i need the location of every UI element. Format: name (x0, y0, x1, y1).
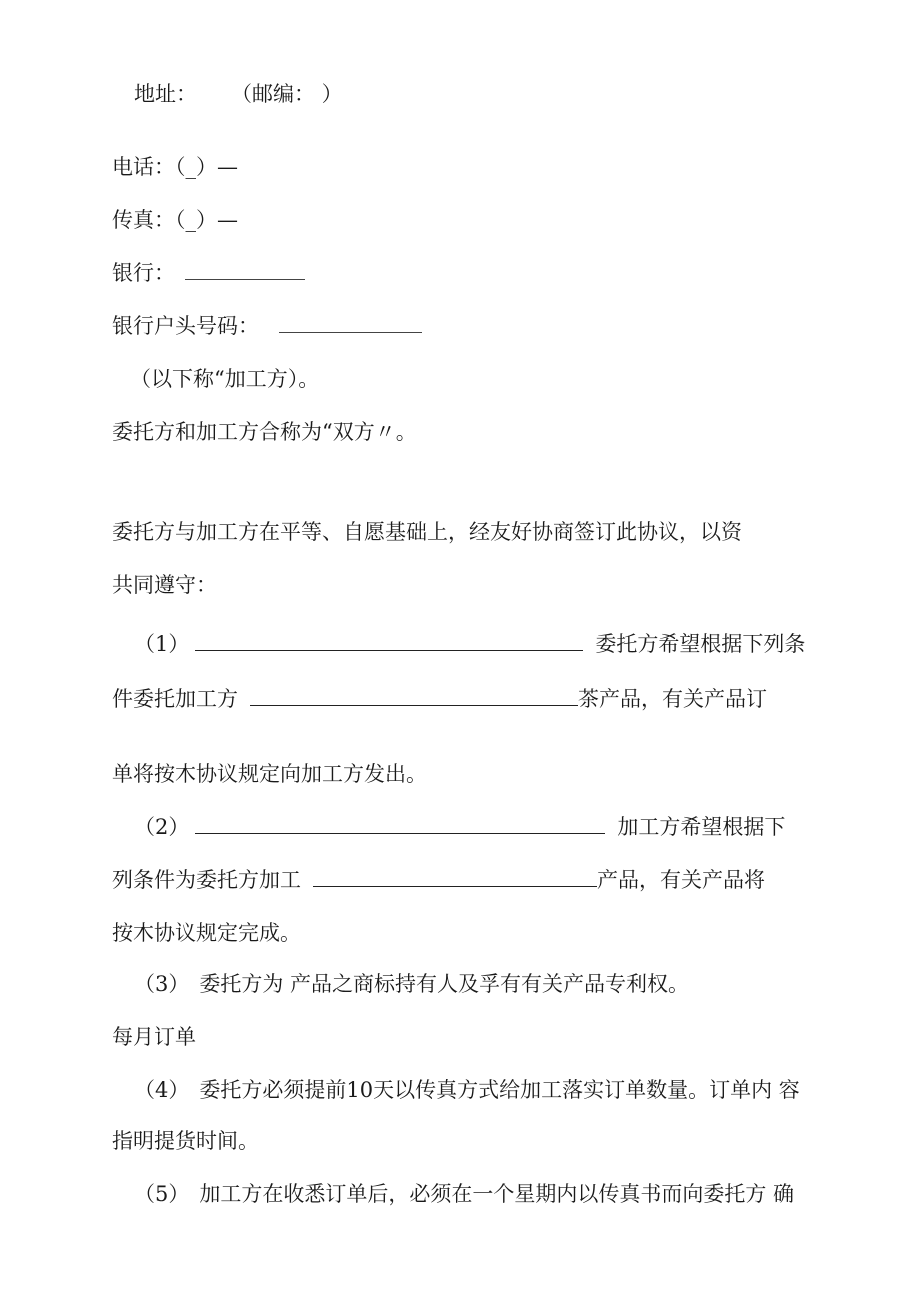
fax-label: 传真： (112, 208, 175, 232)
fax-line (112, 206, 238, 234)
address-line (134, 80, 343, 108)
clause-3-num: （3） (134, 972, 190, 996)
bank-account-blank (279, 312, 422, 333)
clause-1-line2-head: 件委托加工方 (112, 687, 238, 711)
bank-label: 银行： (112, 261, 175, 285)
phone-line (112, 153, 238, 181)
clause-2-line1 (134, 813, 785, 841)
address-label: 地址： (134, 82, 197, 106)
clause-2-line2-head: 列条件为委托方加工 (112, 868, 301, 892)
clause-4-text: 委托方必须提前10天以传真方式给加工落实订单数量。订单内 容 (199, 1078, 800, 1102)
clause-5-text: 加工方在收悉订单后，必须在一个星期内以传真书而向委托方 确 (199, 1182, 795, 1206)
phone-label: 电话： (112, 155, 175, 179)
clause-1-line3: 单将按木协议规定向加工方发出。 (112, 762, 427, 786)
clause-2-num: （2） (134, 815, 190, 839)
bank-blank (185, 259, 305, 280)
phone-value: （_）— (175, 155, 238, 179)
clause-1-line2 (112, 685, 767, 713)
clause-5-line1 (134, 1180, 794, 1208)
preamble-line1: 委托方与加工方在平等、自愿基础上，经友好协商签订此协议，以资 (112, 520, 742, 544)
clause-5-num: （5） (134, 1182, 190, 1206)
preamble-line2: 共同遵守： (112, 573, 217, 597)
clause-4-num: （4） (134, 1078, 190, 1102)
clause-1-line1 (134, 630, 805, 658)
bank-line (112, 259, 305, 287)
clause-2-line2-tail: 产品，有关产品将 (597, 868, 765, 892)
clause-2-product-blank (313, 866, 597, 887)
clause-2-line3: 按木协议规定完成。 (112, 921, 301, 945)
clause-1-line2-tail: 茶产品，有关产品订 (578, 687, 767, 711)
party-alias: （以下称“加工方）。 (130, 367, 320, 391)
clause-1-product-blank (250, 685, 578, 706)
clause-3-line (134, 970, 689, 998)
clause-3-text: 委托方为 产品之商标持有人及孚有有关产品专利权。 (199, 972, 690, 996)
clause-1-num: （1） (134, 632, 190, 656)
address-postcode: （邮编： ） (231, 82, 343, 106)
both-parties: 委托方和加工方合称为“双方〃。 (112, 420, 417, 444)
clause-4-line2: 指明提货时间。 (112, 1129, 259, 1153)
clause-2-blank (195, 813, 605, 834)
clause-1-tail: 委托方希望根据下列条 (595, 632, 806, 656)
bank-account-label: 银行户头号码： (112, 314, 259, 338)
clause-1-blank (195, 630, 583, 651)
clause-2-tail: 加工方希望根据下 (617, 815, 786, 839)
bank-account-line (112, 312, 422, 340)
section-title-monthly-orders: 每月订单 (112, 1025, 196, 1049)
clause-4-line1 (134, 1076, 800, 1104)
fax-value: （_）— (175, 208, 238, 232)
clause-2-line2 (112, 866, 765, 894)
